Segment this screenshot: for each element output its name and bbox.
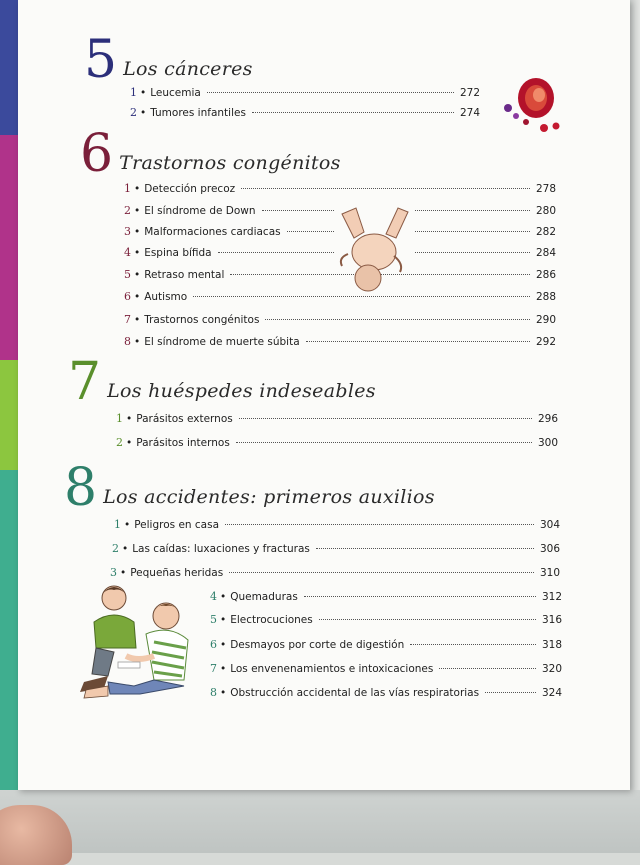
entry-number: 1 xyxy=(114,518,121,531)
entry-page: 274 xyxy=(459,107,480,119)
toc-entry: 1 • Parásitos externos 296 xyxy=(116,412,558,425)
blood-cells-illustration xyxy=(496,70,566,140)
entry-number: 1 xyxy=(124,182,131,195)
entry-page: 316 xyxy=(541,614,562,626)
entry-page: 310 xyxy=(539,567,560,579)
entry-label: Quemaduras xyxy=(230,591,298,603)
entry-label: El síndrome de Down xyxy=(144,205,256,217)
chapter-title: Trastornos congénitos xyxy=(119,152,341,174)
entry-number: 7 xyxy=(210,662,217,675)
entry-number: 2 xyxy=(116,436,123,449)
toc-entry: 3 • Malformaciones cardiacas 282 xyxy=(124,225,556,238)
entry-label: Leucemia xyxy=(150,87,201,99)
entry-number: 4 xyxy=(124,246,131,259)
entry-page: 286 xyxy=(535,269,556,281)
entry-number: 5 xyxy=(210,613,217,626)
toc-entry: 2 • Tumores infantiles 274 xyxy=(130,106,480,119)
entry-page: 284 xyxy=(535,247,556,259)
entry-number: 3 xyxy=(110,566,117,579)
entry-label: Pequeñas heridas xyxy=(130,567,224,579)
entry-number: 3 xyxy=(124,225,131,238)
entry-number: 2 xyxy=(112,542,119,555)
entry-number: 6 xyxy=(124,290,131,303)
toc-entry: 4 • Quemaduras 312 xyxy=(210,590,562,603)
toc-entry: 5 • Electrocuciones 316 xyxy=(210,613,562,626)
entry-label: Espina bífida xyxy=(144,247,212,259)
entry-label: Detección precoz xyxy=(144,183,236,195)
chapter-8-heading xyxy=(64,458,435,518)
chapter-number: 5 xyxy=(84,30,118,90)
chapter-title: Los cánceres xyxy=(123,58,253,80)
entry-number: 8 xyxy=(124,335,131,348)
entry-label: Malformaciones cardiacas xyxy=(144,226,281,238)
entry-page: 290 xyxy=(535,314,556,326)
entry-label: Peligros en casa xyxy=(134,519,220,531)
entry-label: Trastornos congénitos xyxy=(144,314,260,326)
entry-page: 292 xyxy=(535,336,556,348)
entry-page: 282 xyxy=(535,226,556,238)
entry-number: 5 xyxy=(124,268,131,281)
entry-number: 2 xyxy=(130,106,137,119)
entry-number: 7 xyxy=(124,313,131,326)
entry-page: 288 xyxy=(535,291,556,303)
baby-illustration xyxy=(334,204,414,294)
entry-page: 312 xyxy=(541,591,562,603)
toc-entry: 7 • Los envenenamientos e intoxicaciones 320 xyxy=(210,662,562,675)
toc-entry: 4 • Espina bífida 284 xyxy=(124,246,556,259)
chapter-number: 8 xyxy=(64,458,98,518)
toc-entry: 2 • El síndrome de Down 280 xyxy=(124,204,556,217)
entry-number: 2 xyxy=(124,204,131,217)
toc-entry: 2 • Parásitos internos 300 xyxy=(116,436,558,449)
entry-page: 296 xyxy=(537,413,558,425)
toc-entry: 5 • Retraso mental 286 xyxy=(124,268,556,281)
entry-label: Los envenenamientos e intoxicaciones xyxy=(230,663,434,675)
entry-page: 280 xyxy=(535,205,556,217)
toc-entry: 8 • El síndrome de muerte súbita 292 xyxy=(124,335,556,348)
entry-number: 1 xyxy=(116,412,123,425)
toc-entry: 1 • Detección precoz 278 xyxy=(124,182,556,195)
entry-label: Parásitos internos xyxy=(136,437,230,449)
table-surface xyxy=(0,790,640,853)
toc-entry: 3 • Pequeñas heridas 310 xyxy=(110,566,560,579)
entry-page: 304 xyxy=(539,519,560,531)
chapter-title: Los accidentes: primeros auxilios xyxy=(103,486,435,508)
chapter-title: Los huéspedes indeseables xyxy=(107,380,376,402)
toc-entry: 7 • Trastornos congénitos 290 xyxy=(124,313,556,326)
toc-entry: 1 • Peligros en casa 304 xyxy=(114,518,560,531)
entry-label: Parásitos externos xyxy=(136,413,233,425)
toc-entry: 1 • Leucemia 272 xyxy=(130,86,480,99)
entry-label: Tumores infantiles xyxy=(150,107,246,119)
entry-label: Autismo xyxy=(144,291,188,303)
entry-page: 318 xyxy=(541,639,562,651)
entry-label: Electrocuciones xyxy=(230,614,313,626)
toc-entry: 6 • Autismo 288 xyxy=(124,290,556,303)
chapter-number: 7 xyxy=(68,352,102,412)
entry-label: Retraso mental xyxy=(144,269,225,281)
entry-number: 4 xyxy=(210,590,217,603)
toc-entry: 8 • Obstrucción accidental de las vías respiratorias 324 xyxy=(210,686,562,699)
chapter-5-heading xyxy=(84,30,253,90)
entry-page: 320 xyxy=(541,663,562,675)
entry-number: 6 xyxy=(210,638,217,651)
entry-label: Desmayos por corte de digestión xyxy=(230,639,405,651)
entry-page: 278 xyxy=(535,183,556,195)
toc-entry: 6 • Desmayos por corte de digestión 318 xyxy=(210,638,562,651)
entry-page: 272 xyxy=(459,87,480,99)
toc-entry: 2 • Las caídas: luxaciones y fracturas 306 xyxy=(112,542,560,555)
entry-page: 306 xyxy=(539,543,560,555)
book-page xyxy=(18,0,630,790)
chapter-number: 6 xyxy=(80,124,114,184)
entry-label: Las caídas: luxaciones y fracturas xyxy=(132,543,310,555)
entry-number: 8 xyxy=(210,686,217,699)
entry-page: 324 xyxy=(541,687,562,699)
entry-label: El síndrome de muerte súbita xyxy=(144,336,300,348)
chapter-6-heading xyxy=(80,124,341,184)
children-first-aid-illustration xyxy=(74,582,204,700)
entry-label: Obstrucción accidental de las vías respiratorias xyxy=(230,687,480,699)
entry-page: 300 xyxy=(537,437,558,449)
entry-number: 1 xyxy=(130,86,137,99)
chapter-7-heading xyxy=(68,352,376,412)
